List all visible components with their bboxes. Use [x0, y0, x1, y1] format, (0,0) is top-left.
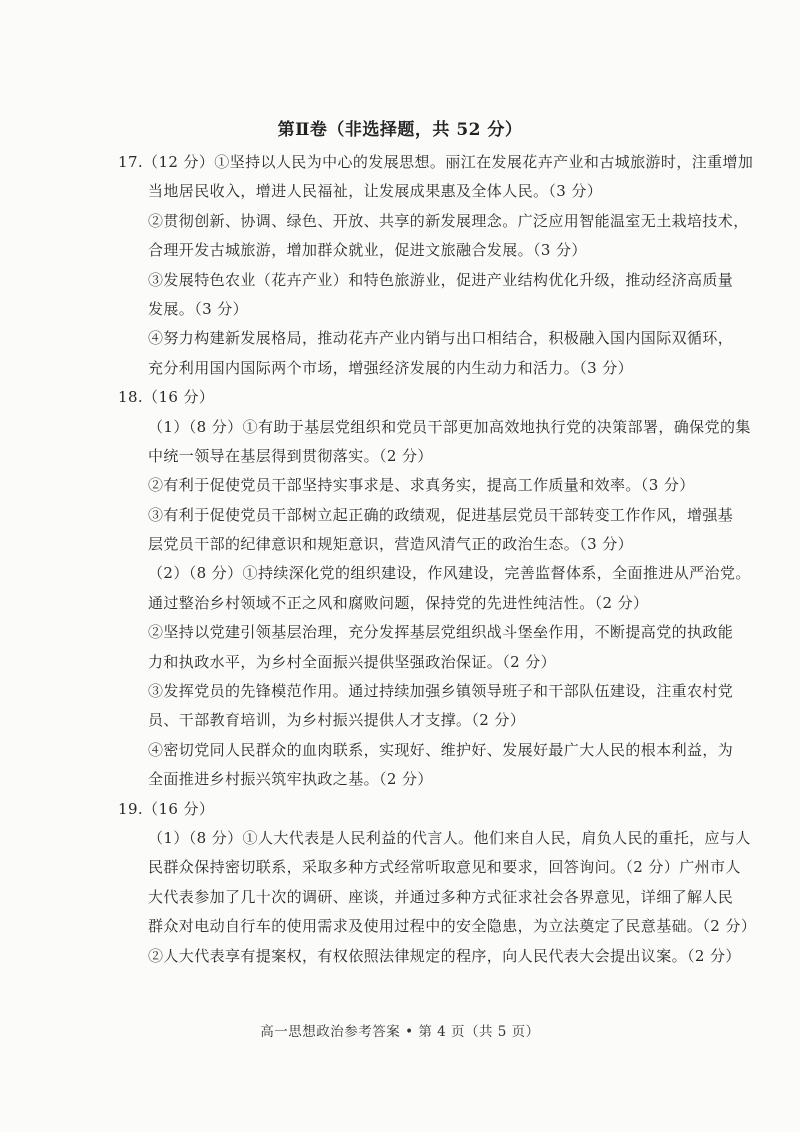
question-heading: 18.（16 分） [118, 388, 215, 407]
answer-line: ④努力构建新发展格局，推动花卉产业内销与出口相结合，积极融入国内国际双循环， [148, 329, 734, 348]
answer-line: ④密切党同人民群众的血肉联系，实现好、维护好、发展好最广大人民的根本利益，为 [148, 740, 734, 759]
answer-line: 层党员干部的纪律意识和规矩意识，营造风清气正的政治生态。（3 分） [148, 535, 634, 554]
answer-line: 充分利用国内国际两个市场，增强经济发展的内生动力和活力。（3 分） [148, 358, 634, 377]
answer-line: （1）（8 分）①有助于基层党组织和党员干部更加高效地执行党的决策部署，确保党的集 [148, 417, 751, 436]
answer-line: ②贯彻创新、协调、绿色、开放、共享的新发展理念。广泛应用智能温室无土栽培技术， [148, 211, 749, 230]
answer-line: 大代表参加了几十次的调研、座谈，并通过多种方式征求社会各界意见，详细了解人民 [148, 887, 734, 906]
answer-line: 发展。（3 分） [148, 299, 249, 318]
answer-line: ②有利于促使党员干部坚持实事求是、求真务实，提高工作质量和效率。（3 分） [148, 476, 695, 495]
answer-line: 员、干部教育培训，为乡村振兴提供人才支撑。（2 分） [148, 711, 526, 730]
answer-line: ③有利于促使党员干部树立起正确的政绩观，促进基层党员干部转变工作作风，增强基 [148, 505, 734, 524]
question-heading: 17.（12 分）①坚持以人民为中心的发展思想。丽江在发展花卉产业和古城旅游时，注重增加 [118, 153, 754, 171]
answer-line: ②坚持以党建引领基层治理，充分发挥基层党组织战斗堡垒作用，不断提高党的执政能 [148, 623, 734, 642]
answer-line: 中统一领导在基层得到贯彻落实。（2 分） [148, 446, 433, 465]
answer-line: 通过整治乡村领域不正之风和腐败问题，保持党的先进性纯洁性。（2 分） [148, 593, 649, 612]
answer-line: ③发展特色农业（花卉产业）和特色旅游业，促进产业结构优化升级，推动经济高质量 [148, 270, 734, 289]
answer-content [118, 148, 757, 971]
answer-line: （2）（8 分）①持续深化党的组织建设，作风建设，完善监督体系，全面推进从严治党。 [148, 564, 751, 583]
section-title: 第Ⅱ卷（非选择题，共 52 分） [277, 120, 523, 140]
answer-line: （1）（8 分）①人大代表是人民利益的代言人。他们来自人民，肩负人民的重托，应与人 [148, 828, 751, 847]
answer-line: ②人大代表享有提案权，有权依照法律规定的程序，向人民代表大会提出议案。（2 分） [148, 946, 741, 965]
answer-line: ③发挥党员的先锋模范作用。通过持续加强乡镇领导班子和干部队伍建设，注重农村党 [148, 682, 734, 701]
page-footer: 高一思想政治参考答案 • 第 4 页（共 5 页） [260, 1024, 540, 1040]
answer-line: 民群众保持密切联系，采取多种方式经常听取意见和要求，回答询问。（2 分）广州市人 [148, 858, 741, 877]
answer-line: 当地居民收入，增进人民福祉，让发展成果惠及全体人民。（3 分） [148, 182, 603, 201]
answer-line: 全面推进乡村振兴筑牢执政之基。（2 分） [148, 770, 433, 789]
answer-line: 合理开发古城旅游，增加群众就业，促进文旅融合发展。（3 分） [148, 241, 587, 260]
answer-line: 力和执政水平，为乡村全面振兴提供坚强政治保证。（2 分） [148, 652, 557, 671]
question-heading: 19.（16 分） [118, 799, 215, 818]
answer-line: 群众对电动自行车的使用需求及使用过程中的安全隐患，为立法奠定了民意基础。（2 分） [148, 917, 757, 936]
